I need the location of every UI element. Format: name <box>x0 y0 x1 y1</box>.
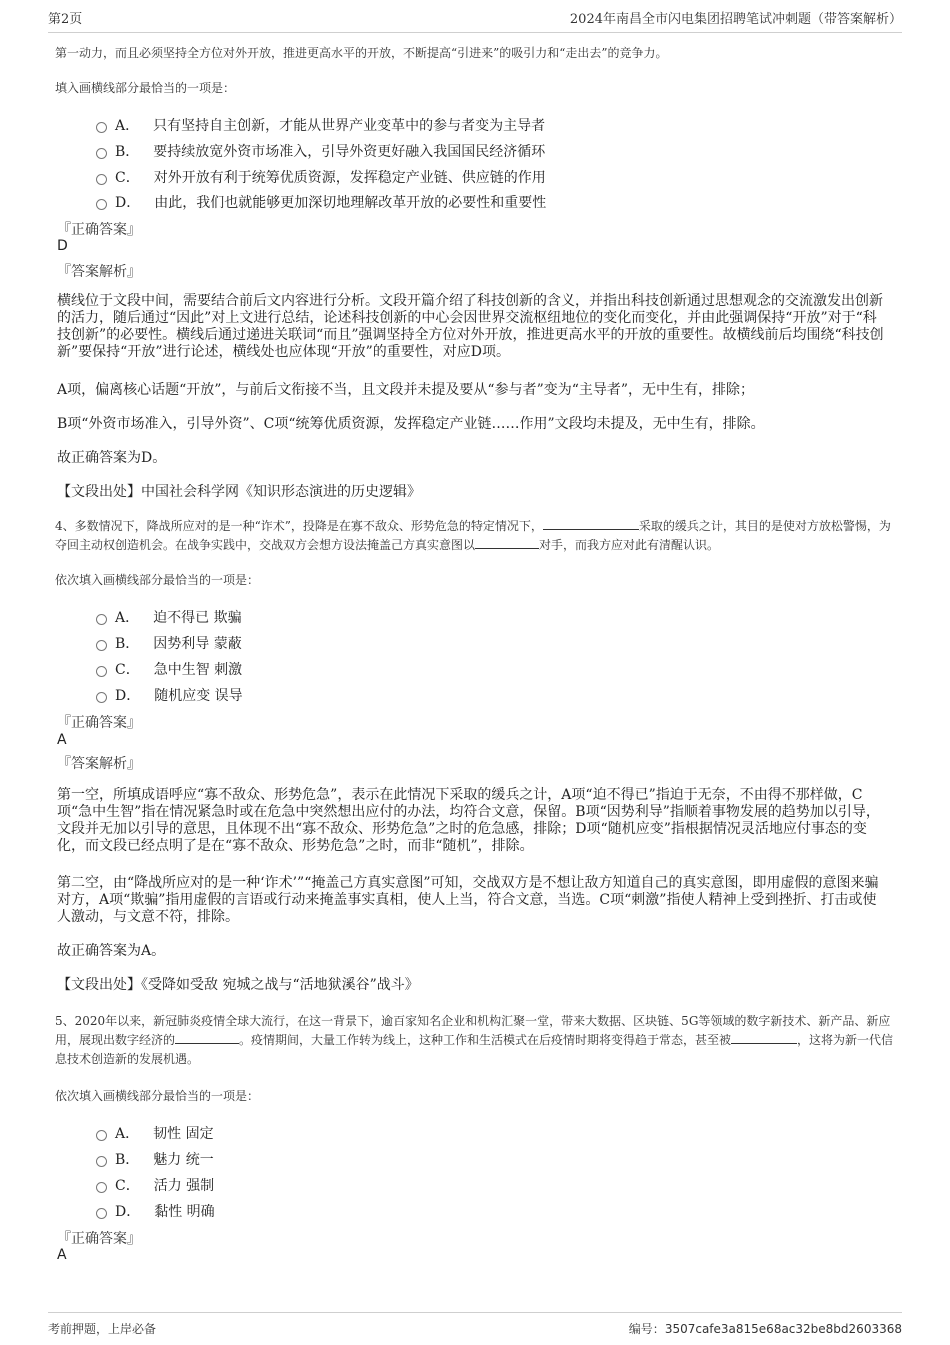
radio-icon[interactable] <box>96 640 107 651</box>
q4-option-b[interactable]: B． 因势利导 蒙蔽 <box>96 633 242 653</box>
q4-analysis-label: 『答案解析』 <box>57 756 141 772</box>
q3-option-b[interactable]: B． 要持续放宽外资市场准入，引导外资更好融入我国国民经济循环 <box>96 141 545 161</box>
page-footer <box>48 1312 902 1337</box>
q5-option-a[interactable]: A． 韧性 固定 <box>96 1123 214 1143</box>
q3-answer-label: 『正确答案』 <box>57 222 141 238</box>
q5-answer-label: 『正确答案』 <box>57 1231 141 1247</box>
q4-analysis-conclusion: 故正确答案为A。 <box>57 943 166 959</box>
radio-icon[interactable] <box>96 692 107 703</box>
radio-icon[interactable] <box>96 199 107 210</box>
q4-prompt: 依次填入画横线部分最恰当的一项是： <box>55 573 260 587</box>
q3-analysis-paragraph: 横线位于文段中间，需要结合前后文内容进行分析。文段开篇介绍了科技创新的含义，并指出科技创新通过思想观念的交流激发出创新的活力，随后通过“因此”对上文进行总结，论述科技创新的中心会因世界交流枢纽地位的变化而变化，并由此强调保持“开放”对于“科技创新”的必要性。横线后通过递进关联词“而且”强调坚持全方位对外开放，推进更高水平的开放的重要性。故横线前后均围绕“科技创新”要保持“开放”进行论述，横线处也应体现“开放”的重要性，对应D项。 <box>57 293 884 360</box>
q3-analysis-paragraph: B项“外资市场准入，引导外资”、C项“统筹优质资源，发挥稳定产业链……作用”文段均未提及，无中生有，排除。 <box>57 416 765 432</box>
radio-icon[interactable] <box>96 1208 107 1219</box>
q3-stem-tail: 第一动力，而且必须坚持全方位对外开放，推进更高水平的开放，不断提高“引进来”的吸引力和“走出去”的竞争力。 <box>55 46 668 60</box>
q4-option-a[interactable]: A． 迫不得已 欺骗 <box>96 607 242 627</box>
q4-answer: A <box>57 732 67 748</box>
q5-option-c[interactable]: C． 活力 强制 <box>96 1175 214 1195</box>
q5-prompt: 依次填入画横线部分最恰当的一项是： <box>55 1089 260 1103</box>
fill-blank[interactable] <box>543 517 639 530</box>
q3-prompt: 填入画横线部分最恰当的一项是： <box>55 81 236 95</box>
footer-slogan: 考前押题，上岸必备 <box>48 1322 157 1336</box>
page-number: 第2页 <box>48 12 83 27</box>
q3-analysis-label: 『答案解析』 <box>57 264 141 280</box>
document-title: 2024年南昌全市闪电集团招聘笔试冲刺题（带答案解析） <box>569 12 902 27</box>
q3-option-c[interactable]: C． 对外开放有利于统筹优质资源，发挥稳定产业链、供应链的作用 <box>96 167 546 187</box>
q4-analysis-paragraph: 第二空，由“降战所应对的是一种‘诈术’”“掩盖己方真实意图”可知，交战双方是不想让敌方知道自己的真实意图，即用虚假的意图来骗对方，A项“欺骗”指用虚假的言语或行动来掩盖事实真相，使人上当，符合文意，当选。C项“刺激”指使人精神上受到挫折、打击或使人激动，与文意不符，排除。 <box>57 875 879 925</box>
q4-answer-label: 『正确答案』 <box>57 715 141 731</box>
radio-icon[interactable] <box>96 614 107 625</box>
q5-stem: 5、2020年以来，新冠肺炎疫情全球大流行，在这一背景下，逾百家知名企业和机构汇聚一堂，带来大数据、区块链、5G等领域的数字新技术、新产品、新应用，展现出数字经济的 。疫情期间，大量工作转为线上，这种工作和生活模式在后疫情时期将变得趋于常态，甚至被 ，这将为新一代信息技术创造新的发展机遇。 <box>55 1014 894 1066</box>
q4-stem: 4、多数情况下，降战所应对的是一种“诈术”，投降是在寡不敌众、形势危急的特定情况下， 采取的缓兵之计，其目的是使对方放松警惕，为夺回主动权创造机会。在战争实践中，交战双方会想方设法掩盖己方真实意图以 对手，而我方应对此有清醒认识。 <box>55 519 891 552</box>
q3-analysis-conclusion: 故正确答案为D。 <box>57 450 167 466</box>
q3-analysis-paragraph: A项，偏离核心话题“开放”，与前后文衔接不当，且文段并未提及要从“参与者”变为“主导者”，无中生有，排除； <box>57 382 755 398</box>
q5-option-b[interactable]: B． 魅力 统一 <box>96 1149 214 1169</box>
radio-icon[interactable] <box>96 174 107 185</box>
fill-blank[interactable] <box>475 536 539 549</box>
radio-icon[interactable] <box>96 666 107 677</box>
q3-answer: D <box>57 238 68 254</box>
q4-analysis-paragraph: 第一空，所填成语呼应“寡不敌众、形势危急”，表示在此情况下采取的缓兵之计，A项“迫不得已”指迫于无奈，不由得不那样做，C项“急中生智”指在情况紧急时或在危急中突然想出应付的办法，均符合文意，保留。B项“因势利导”指顺着事物发展的趋势加以引导，文段并无加以引导的意思，且体现不出“寡不敌众、形势危急”之时的危急感，排除；D项“随机应变”指根据情况灵活地应付事态的变化，而文段已经点明了是在“寡不敌众、形势危急”之时，而非“随机”，排除。 <box>57 787 880 854</box>
q5-answer: A <box>57 1247 67 1263</box>
q4-source: 【文段出处】《受降如受敌 宛城之战与“活地狱溪谷”战斗》 <box>57 977 419 993</box>
q3-source: 【文段出处】中国社会科学网《知识形态演进的历史逻辑》 <box>57 484 421 500</box>
radio-icon[interactable] <box>96 1156 107 1167</box>
q4-option-c[interactable]: C． 急中生智 刺激 <box>96 659 242 679</box>
q3-option-a[interactable]: A． 只有坚持自主创新，才能从世界产业变革中的参与者变为主导者 <box>96 115 545 135</box>
radio-icon[interactable] <box>96 148 107 159</box>
radio-icon[interactable] <box>96 1130 107 1141</box>
radio-icon[interactable] <box>96 122 107 133</box>
radio-icon[interactable] <box>96 1182 107 1193</box>
fill-blank[interactable] <box>731 1031 797 1044</box>
fill-blank[interactable] <box>175 1031 239 1044</box>
q5-option-d[interactable]: D． 黏性 明确 <box>96 1201 215 1221</box>
q4-option-d[interactable]: D． 随机应变 误导 <box>96 685 243 705</box>
page-header <box>48 8 902 33</box>
document-code: 编号：3507cafe3a815e68ac32be8bd2603368 <box>628 1322 902 1336</box>
q3-option-d[interactable]: D． 由此，我们也就能够更加深切地理解改革开放的必要性和重要性 <box>96 192 546 212</box>
